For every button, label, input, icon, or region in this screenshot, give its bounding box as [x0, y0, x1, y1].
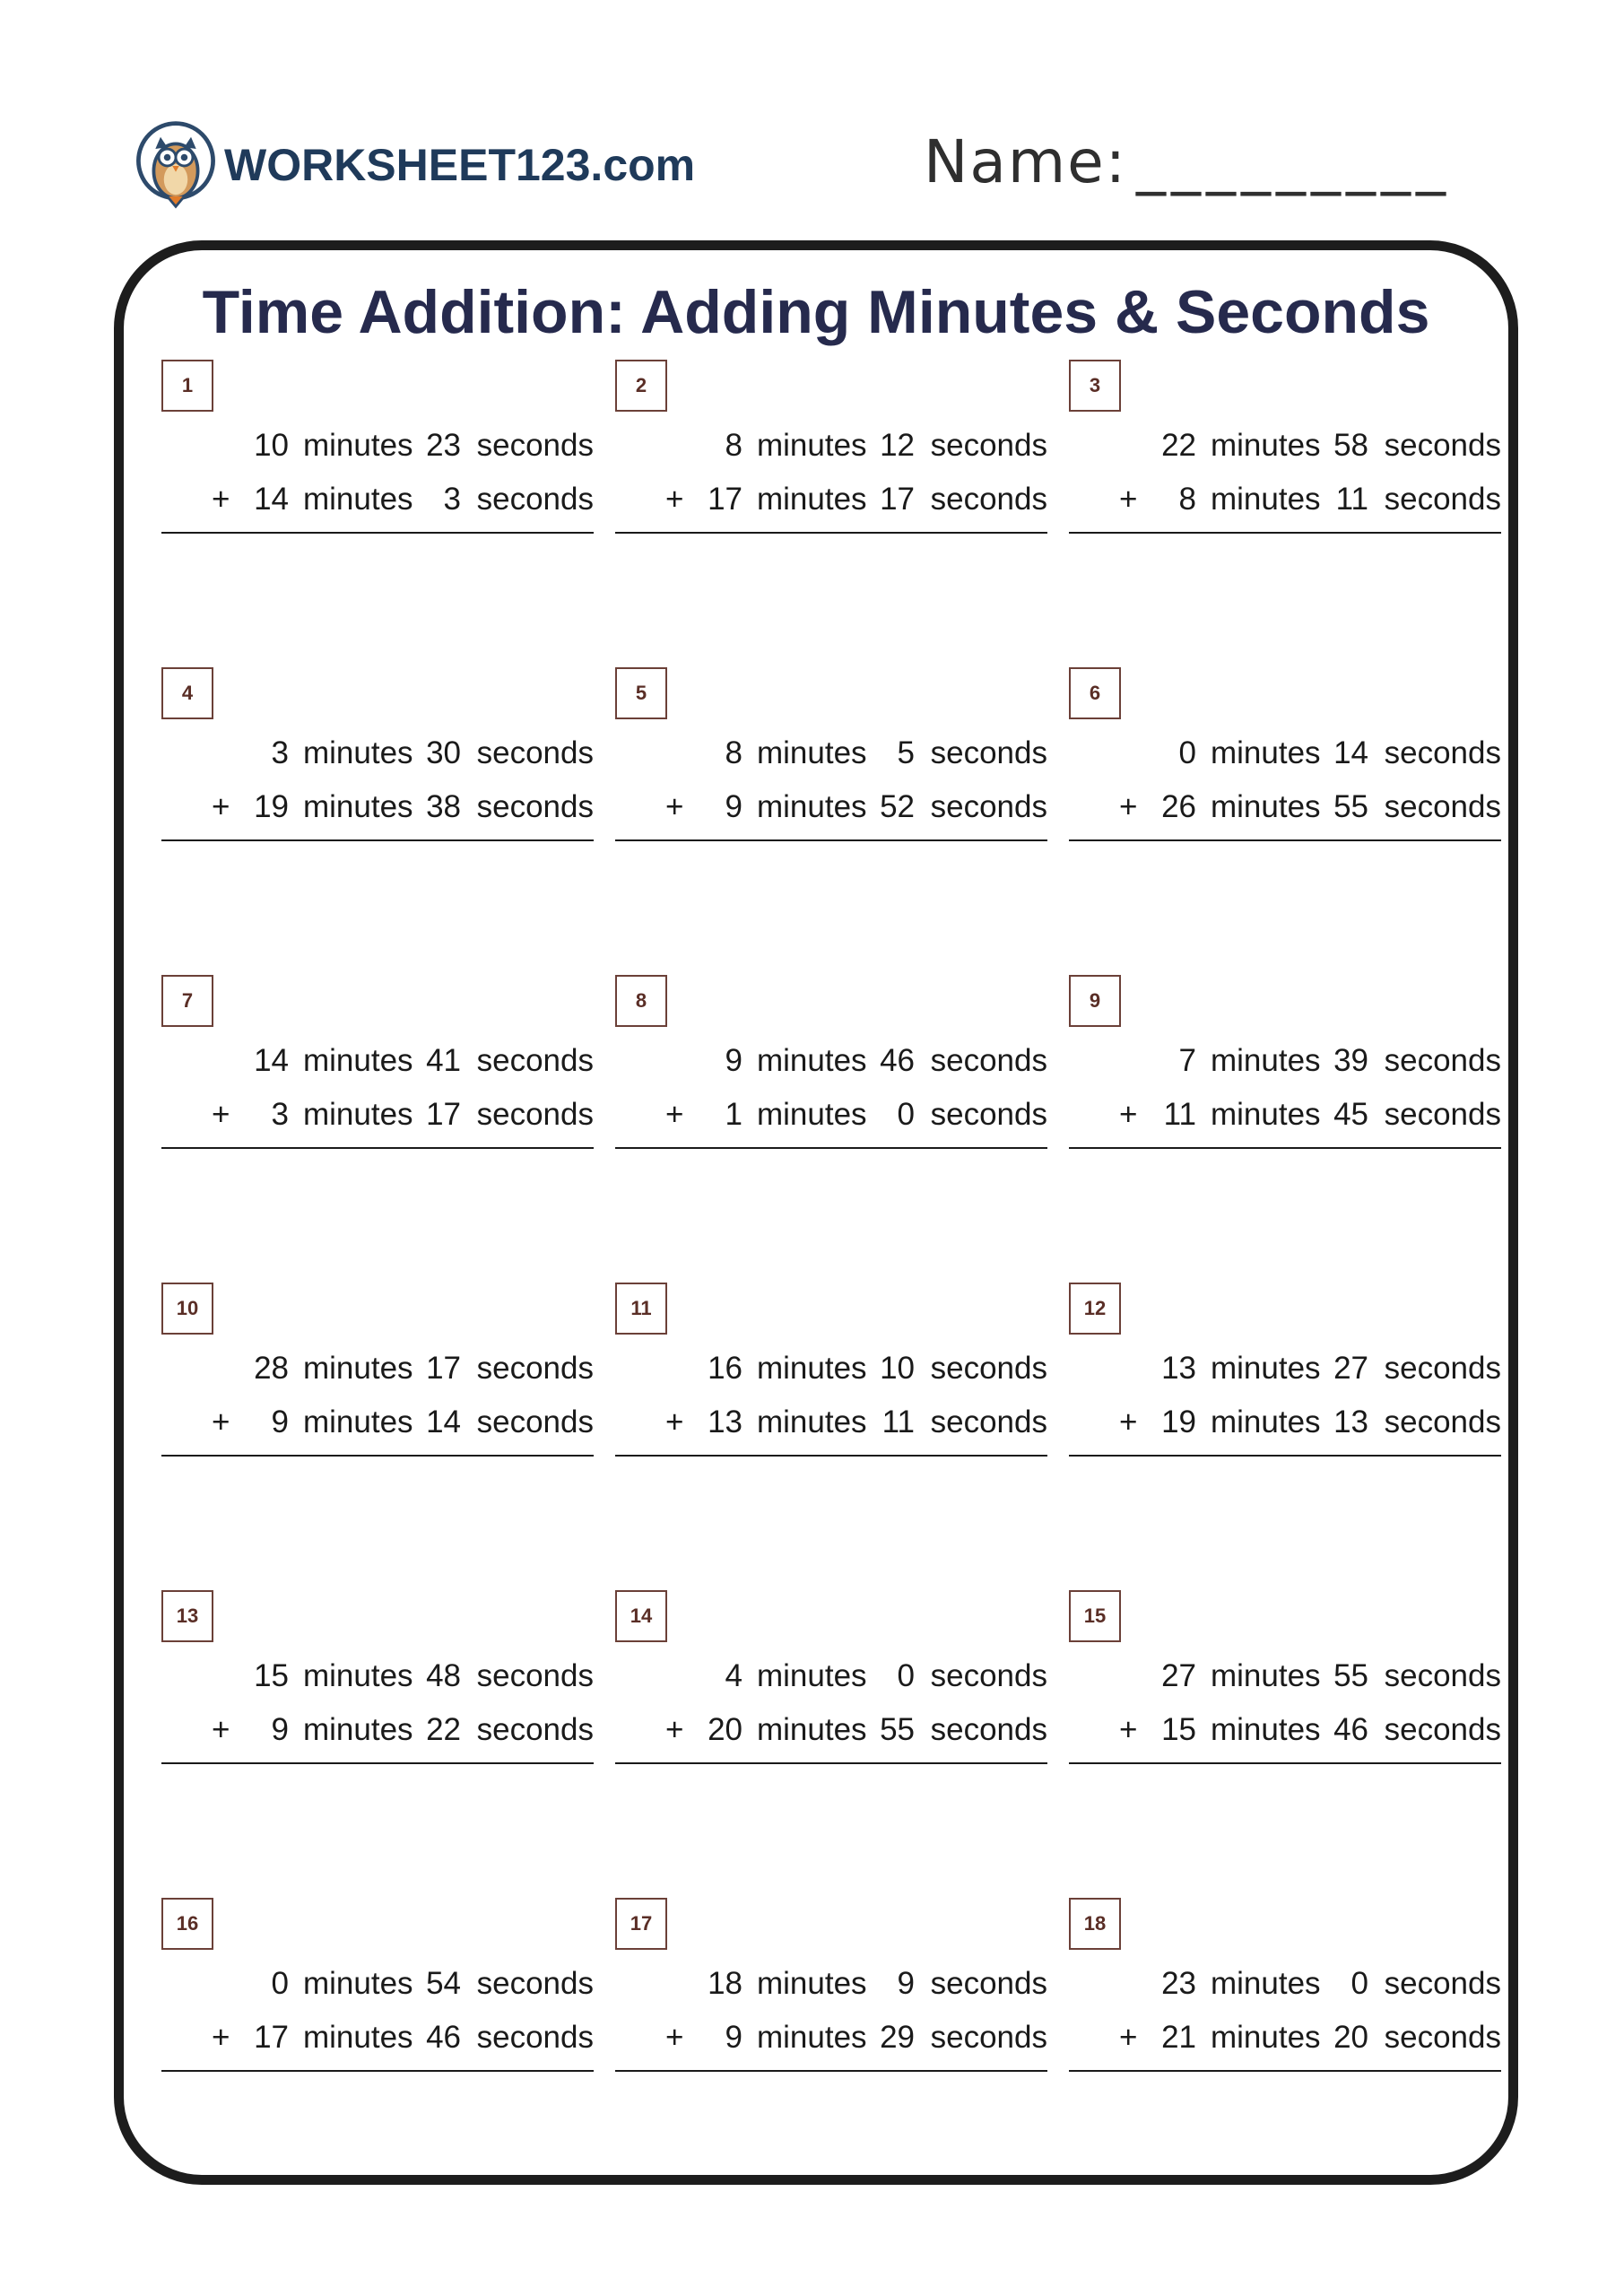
seconds-unit: seconds: [930, 482, 1047, 517]
addend-row-1: [212, 1344, 594, 1394]
addend-row-1: [665, 728, 1047, 778]
answer-rule: [615, 2070, 1047, 2072]
problem-number: 1: [161, 360, 213, 412]
addend-row-1: [1119, 1959, 1501, 2009]
answer-rule: [161, 2070, 594, 2072]
seconds-unit: seconds: [476, 1405, 594, 1439]
problem-grid: [124, 250, 1508, 2175]
addend-2-seconds: 3: [443, 482, 461, 517]
addend-row-2: [1119, 782, 1501, 832]
addend-1-minutes: 13: [1161, 1351, 1196, 1386]
minutes-unit: minutes: [757, 1097, 867, 1132]
answer-rule: [1069, 1762, 1501, 1764]
seconds-unit: seconds: [930, 1405, 1047, 1439]
addend-1-seconds: 58: [1333, 428, 1368, 463]
addend-2-seconds: 38: [426, 789, 461, 824]
problem-number: 7: [161, 975, 213, 1027]
addend-row-1: [1119, 1344, 1501, 1394]
seconds-unit: seconds: [1384, 428, 1501, 463]
addend-1-minutes: 18: [708, 1966, 743, 2001]
addend-row-2: [212, 474, 594, 525]
minutes-unit: minutes: [303, 1658, 413, 1693]
addend-1-seconds: 9: [897, 1966, 915, 2001]
seconds-unit: seconds: [1384, 789, 1501, 824]
addend-1-minutes: 27: [1161, 1658, 1196, 1693]
addend-row-1: [1119, 1036, 1501, 1086]
minutes-unit: minutes: [757, 1351, 867, 1386]
addend-2-minutes: 19: [254, 789, 289, 824]
minutes-unit: minutes: [303, 789, 413, 824]
addend-2-minutes: 26: [1161, 789, 1196, 824]
addend-row-2: [1119, 474, 1501, 525]
addend-1-minutes: 15: [254, 1658, 289, 1693]
minutes-unit: minutes: [1211, 1405, 1321, 1439]
addend-2-seconds: 46: [1333, 1712, 1368, 1747]
answer-rule: [615, 532, 1047, 534]
addend-row-2: [212, 1090, 594, 1140]
addend-2-minutes: 9: [271, 1405, 289, 1439]
minutes-unit: minutes: [1211, 1097, 1321, 1132]
minutes-unit: minutes: [757, 1658, 867, 1693]
addend-2-minutes: 8: [1178, 482, 1196, 517]
minutes-unit: minutes: [303, 1043, 413, 1078]
addend-2-minutes: 20: [708, 1712, 743, 1747]
problem-5: [615, 667, 1047, 847]
addend-2-seconds: 29: [880, 2020, 915, 2055]
addend-2-minutes: 19: [1161, 1405, 1196, 1439]
addend-1-seconds: 17: [426, 1351, 461, 1386]
answer-rule: [615, 1147, 1047, 1149]
minutes-unit: minutes: [1211, 789, 1321, 824]
addend-row-2: [665, 1090, 1047, 1140]
worksheet-frame: [114, 240, 1518, 2185]
problem-13: [161, 1590, 594, 1770]
addend-2-minutes: 21: [1161, 2020, 1196, 2055]
addend-row-2: [665, 2013, 1047, 2063]
minutes-unit: minutes: [757, 789, 867, 824]
seconds-unit: seconds: [1384, 2020, 1501, 2055]
plus-sign: +: [212, 2020, 230, 2055]
addend-row-2: [212, 782, 594, 832]
addend-row-2: [665, 1397, 1047, 1448]
addend-1-minutes: 28: [254, 1351, 289, 1386]
seconds-unit: seconds: [476, 1658, 594, 1693]
addend-1-seconds: 41: [426, 1043, 461, 1078]
addend-2-seconds: 11: [1335, 482, 1368, 517]
addend-2-seconds: 14: [426, 1405, 461, 1439]
owl-icon: [133, 118, 219, 212]
plus-sign: +: [1119, 789, 1138, 824]
addend-2-minutes: 11: [1163, 1097, 1196, 1132]
problem-10: [161, 1283, 594, 1462]
addend-row-1: [212, 1651, 594, 1701]
minutes-unit: minutes: [1211, 482, 1321, 517]
addend-row-2: [1119, 1397, 1501, 1448]
problem-number: 14: [615, 1590, 667, 1642]
answer-rule: [1069, 839, 1501, 841]
addend-2-minutes: 3: [271, 1097, 289, 1132]
addend-row-1: [665, 1959, 1047, 2009]
minutes-unit: minutes: [757, 735, 867, 770]
problem-16: [161, 1898, 594, 2077]
seconds-unit: seconds: [1384, 1966, 1501, 2001]
problem-8: [615, 975, 1047, 1154]
plus-sign: +: [1119, 1405, 1138, 1439]
addend-2-seconds: 13: [1333, 1405, 1368, 1439]
addend-1-seconds: 14: [1333, 735, 1368, 770]
addend-row-2: [1119, 1090, 1501, 1140]
page-header: [126, 108, 1507, 224]
minutes-unit: minutes: [303, 2020, 413, 2055]
problem-number: 10: [161, 1283, 213, 1335]
addend-1-minutes: 7: [1178, 1043, 1196, 1078]
addend-2-seconds: 17: [880, 482, 915, 517]
problem-3: [1069, 360, 1501, 539]
addend-2-minutes: 14: [254, 482, 289, 517]
addend-1-seconds: 48: [426, 1658, 461, 1693]
brand-logo: [133, 118, 695, 212]
addend-2-minutes: 15: [1161, 1712, 1196, 1747]
problem-number: 2: [615, 360, 667, 412]
problem-number: 18: [1069, 1898, 1121, 1950]
addend-2-minutes: 17: [254, 2020, 289, 2055]
seconds-unit: seconds: [476, 2020, 594, 2055]
seconds-unit: seconds: [476, 735, 594, 770]
minutes-unit: minutes: [1211, 735, 1321, 770]
problem-18: [1069, 1898, 1501, 2077]
plus-sign: +: [665, 482, 684, 517]
problem-6: [1069, 667, 1501, 847]
minutes-unit: minutes: [1211, 2020, 1321, 2055]
addend-row-1: [212, 1036, 594, 1086]
seconds-unit: seconds: [476, 1712, 594, 1747]
addend-1-minutes: 10: [254, 428, 289, 463]
plus-sign: +: [665, 1097, 684, 1132]
addend-2-seconds: 11: [881, 1405, 915, 1439]
seconds-unit: seconds: [476, 789, 594, 824]
addend-row-1: [1119, 1651, 1501, 1701]
problem-7: [161, 975, 594, 1154]
addend-row-2: [665, 782, 1047, 832]
addend-row-2: [212, 2013, 594, 2063]
addend-row-1: [665, 1651, 1047, 1701]
minutes-unit: minutes: [757, 482, 867, 517]
seconds-unit: seconds: [930, 1097, 1047, 1132]
problem-4: [161, 667, 594, 847]
problem-number: 13: [161, 1590, 213, 1642]
addend-1-minutes: 8: [725, 735, 743, 770]
name-field: [924, 127, 1451, 196]
addend-1-minutes: 9: [725, 1043, 743, 1078]
addend-1-seconds: 46: [880, 1043, 915, 1078]
problem-number: 6: [1069, 667, 1121, 719]
minutes-unit: minutes: [1211, 1351, 1321, 1386]
plus-sign: +: [212, 1405, 230, 1439]
addend-1-minutes: 3: [271, 735, 289, 770]
seconds-unit: seconds: [476, 1351, 594, 1386]
problem-number: 4: [161, 667, 213, 719]
addend-row-1: [1119, 421, 1501, 471]
seconds-unit: seconds: [930, 1966, 1047, 2001]
problem-12: [1069, 1283, 1501, 1462]
minutes-unit: minutes: [303, 1966, 413, 2001]
answer-rule: [615, 1455, 1047, 1457]
seconds-unit: seconds: [1384, 1658, 1501, 1693]
minutes-unit: minutes: [303, 1351, 413, 1386]
answer-rule: [161, 1762, 594, 1764]
plus-sign: +: [665, 2020, 684, 2055]
addend-row-2: [1119, 1705, 1501, 1755]
answer-rule: [161, 1455, 594, 1457]
seconds-unit: seconds: [476, 482, 594, 517]
addend-row-1: [665, 1344, 1047, 1394]
plus-sign: +: [212, 1097, 230, 1132]
seconds-unit: seconds: [930, 428, 1047, 463]
addend-2-seconds: 0: [897, 1097, 915, 1132]
seconds-unit: seconds: [476, 1097, 594, 1132]
answer-rule: [1069, 2070, 1501, 2072]
seconds-unit: seconds: [476, 1966, 594, 2001]
addend-row-2: [212, 1705, 594, 1755]
problem-2: [615, 360, 1047, 539]
addend-1-minutes: 0: [1178, 735, 1196, 770]
addend-1-seconds: 54: [426, 1966, 461, 2001]
answer-rule: [161, 1147, 594, 1149]
addend-1-seconds: 27: [1333, 1351, 1368, 1386]
minutes-unit: minutes: [303, 1712, 413, 1747]
plus-sign: +: [212, 789, 230, 824]
minutes-unit: minutes: [757, 1405, 867, 1439]
answer-rule: [161, 532, 594, 534]
addend-2-minutes: 9: [725, 789, 743, 824]
minutes-unit: minutes: [757, 428, 867, 463]
problem-number: 17: [615, 1898, 667, 1950]
answer-rule: [1069, 1147, 1501, 1149]
plus-sign: +: [212, 1712, 230, 1747]
addend-row-2: [665, 474, 1047, 525]
addend-1-seconds: 23: [426, 428, 461, 463]
seconds-unit: seconds: [930, 1351, 1047, 1386]
addend-2-seconds: 55: [1333, 789, 1368, 824]
addend-2-minutes: 9: [271, 1712, 289, 1747]
addend-1-minutes: 22: [1161, 428, 1196, 463]
addend-1-seconds: 5: [897, 735, 915, 770]
problem-17: [615, 1898, 1047, 2077]
problem-number: 9: [1069, 975, 1121, 1027]
problem-number: 12: [1069, 1283, 1121, 1335]
minutes-unit: minutes: [1211, 1658, 1321, 1693]
minutes-unit: minutes: [757, 2020, 867, 2055]
addend-1-seconds: 0: [897, 1658, 915, 1693]
seconds-unit: seconds: [930, 2020, 1047, 2055]
seconds-unit: seconds: [1384, 1712, 1501, 1747]
answer-rule: [615, 1762, 1047, 1764]
answer-rule: [161, 839, 594, 841]
minutes-unit: minutes: [1211, 1712, 1321, 1747]
problem-1: [161, 360, 594, 539]
problem-number: 8: [615, 975, 667, 1027]
problem-number: 5: [615, 667, 667, 719]
addend-1-seconds: 12: [880, 428, 915, 463]
minutes-unit: minutes: [303, 482, 413, 517]
minutes-unit: minutes: [303, 735, 413, 770]
addend-2-seconds: 52: [880, 789, 915, 824]
problem-9: [1069, 975, 1501, 1154]
seconds-unit: seconds: [1384, 1351, 1501, 1386]
seconds-unit: seconds: [930, 1043, 1047, 1078]
plus-sign: +: [665, 789, 684, 824]
addend-2-minutes: 13: [708, 1405, 743, 1439]
addend-2-seconds: 45: [1333, 1097, 1368, 1132]
addend-1-minutes: 16: [708, 1351, 743, 1386]
addend-1-seconds: 39: [1333, 1043, 1368, 1078]
addend-2-seconds: 55: [880, 1712, 915, 1747]
minutes-unit: minutes: [757, 1966, 867, 2001]
addend-row-2: [212, 1397, 594, 1448]
addend-1-minutes: 4: [725, 1658, 743, 1693]
plus-sign: +: [1119, 482, 1138, 517]
plus-sign: +: [1119, 2020, 1138, 2055]
minutes-unit: minutes: [303, 1097, 413, 1132]
seconds-unit: seconds: [1384, 482, 1501, 517]
plus-sign: +: [1119, 1097, 1138, 1132]
name-label: Name:: [924, 127, 1127, 196]
seconds-unit: seconds: [1384, 1043, 1501, 1078]
addend-row-1: [665, 421, 1047, 471]
answer-rule: [1069, 1455, 1501, 1457]
seconds-unit: seconds: [476, 1043, 594, 1078]
problem-number: 11: [615, 1283, 667, 1335]
problem-number: 15: [1069, 1590, 1121, 1642]
addend-2-minutes: 17: [708, 482, 743, 517]
addend-1-minutes: 14: [254, 1043, 289, 1078]
answer-rule: [615, 839, 1047, 841]
seconds-unit: seconds: [930, 1658, 1047, 1693]
addend-2-minutes: 1: [725, 1097, 743, 1132]
seconds-unit: seconds: [1384, 1405, 1501, 1439]
problem-15: [1069, 1590, 1501, 1770]
addend-2-seconds: 20: [1333, 2020, 1368, 2055]
name-blank: _________: [1135, 127, 1451, 196]
brand-name: WORKSHEET123.com: [224, 140, 696, 190]
plus-sign: +: [665, 1405, 684, 1439]
addend-1-seconds: 55: [1333, 1658, 1368, 1693]
addend-1-seconds: 10: [880, 1351, 915, 1386]
minutes-unit: minutes: [1211, 1966, 1321, 2001]
plus-sign: +: [212, 482, 230, 517]
addend-2-minutes: 9: [725, 2020, 743, 2055]
addend-1-seconds: 30: [426, 735, 461, 770]
addend-1-minutes: 23: [1161, 1966, 1196, 2001]
addend-row-1: [212, 728, 594, 778]
addend-row-1: [212, 421, 594, 471]
minutes-unit: minutes: [303, 1405, 413, 1439]
minutes-unit: minutes: [757, 1712, 867, 1747]
minutes-unit: minutes: [1211, 1043, 1321, 1078]
seconds-unit: seconds: [1384, 735, 1501, 770]
addend-2-seconds: 46: [426, 2020, 461, 2055]
worksheet-title: Time Addition: Adding Minutes & Seconds: [202, 278, 1430, 346]
problem-11: [615, 1283, 1047, 1462]
addend-1-seconds: 0: [1350, 1966, 1368, 2001]
minutes-unit: minutes: [1211, 428, 1321, 463]
seconds-unit: seconds: [1384, 1097, 1501, 1132]
seconds-unit: seconds: [930, 735, 1047, 770]
answer-rule: [1069, 532, 1501, 534]
addend-row-1: [212, 1959, 594, 2009]
problem-14: [615, 1590, 1047, 1770]
addend-row-1: [665, 1036, 1047, 1086]
minutes-unit: minutes: [303, 428, 413, 463]
problem-number: 16: [161, 1898, 213, 1950]
addend-2-seconds: 22: [426, 1712, 461, 1747]
minutes-unit: minutes: [757, 1043, 867, 1078]
addend-row-1: [1119, 728, 1501, 778]
addend-2-seconds: 17: [426, 1097, 461, 1132]
seconds-unit: seconds: [930, 1712, 1047, 1747]
addend-1-minutes: 8: [725, 428, 743, 463]
addend-row-2: [1119, 2013, 1501, 2063]
addend-1-minutes: 0: [271, 1966, 289, 2001]
addend-row-2: [665, 1705, 1047, 1755]
plus-sign: +: [665, 1712, 684, 1747]
seconds-unit: seconds: [930, 789, 1047, 824]
seconds-unit: seconds: [476, 428, 594, 463]
problem-number: 3: [1069, 360, 1121, 412]
plus-sign: +: [1119, 1712, 1138, 1747]
